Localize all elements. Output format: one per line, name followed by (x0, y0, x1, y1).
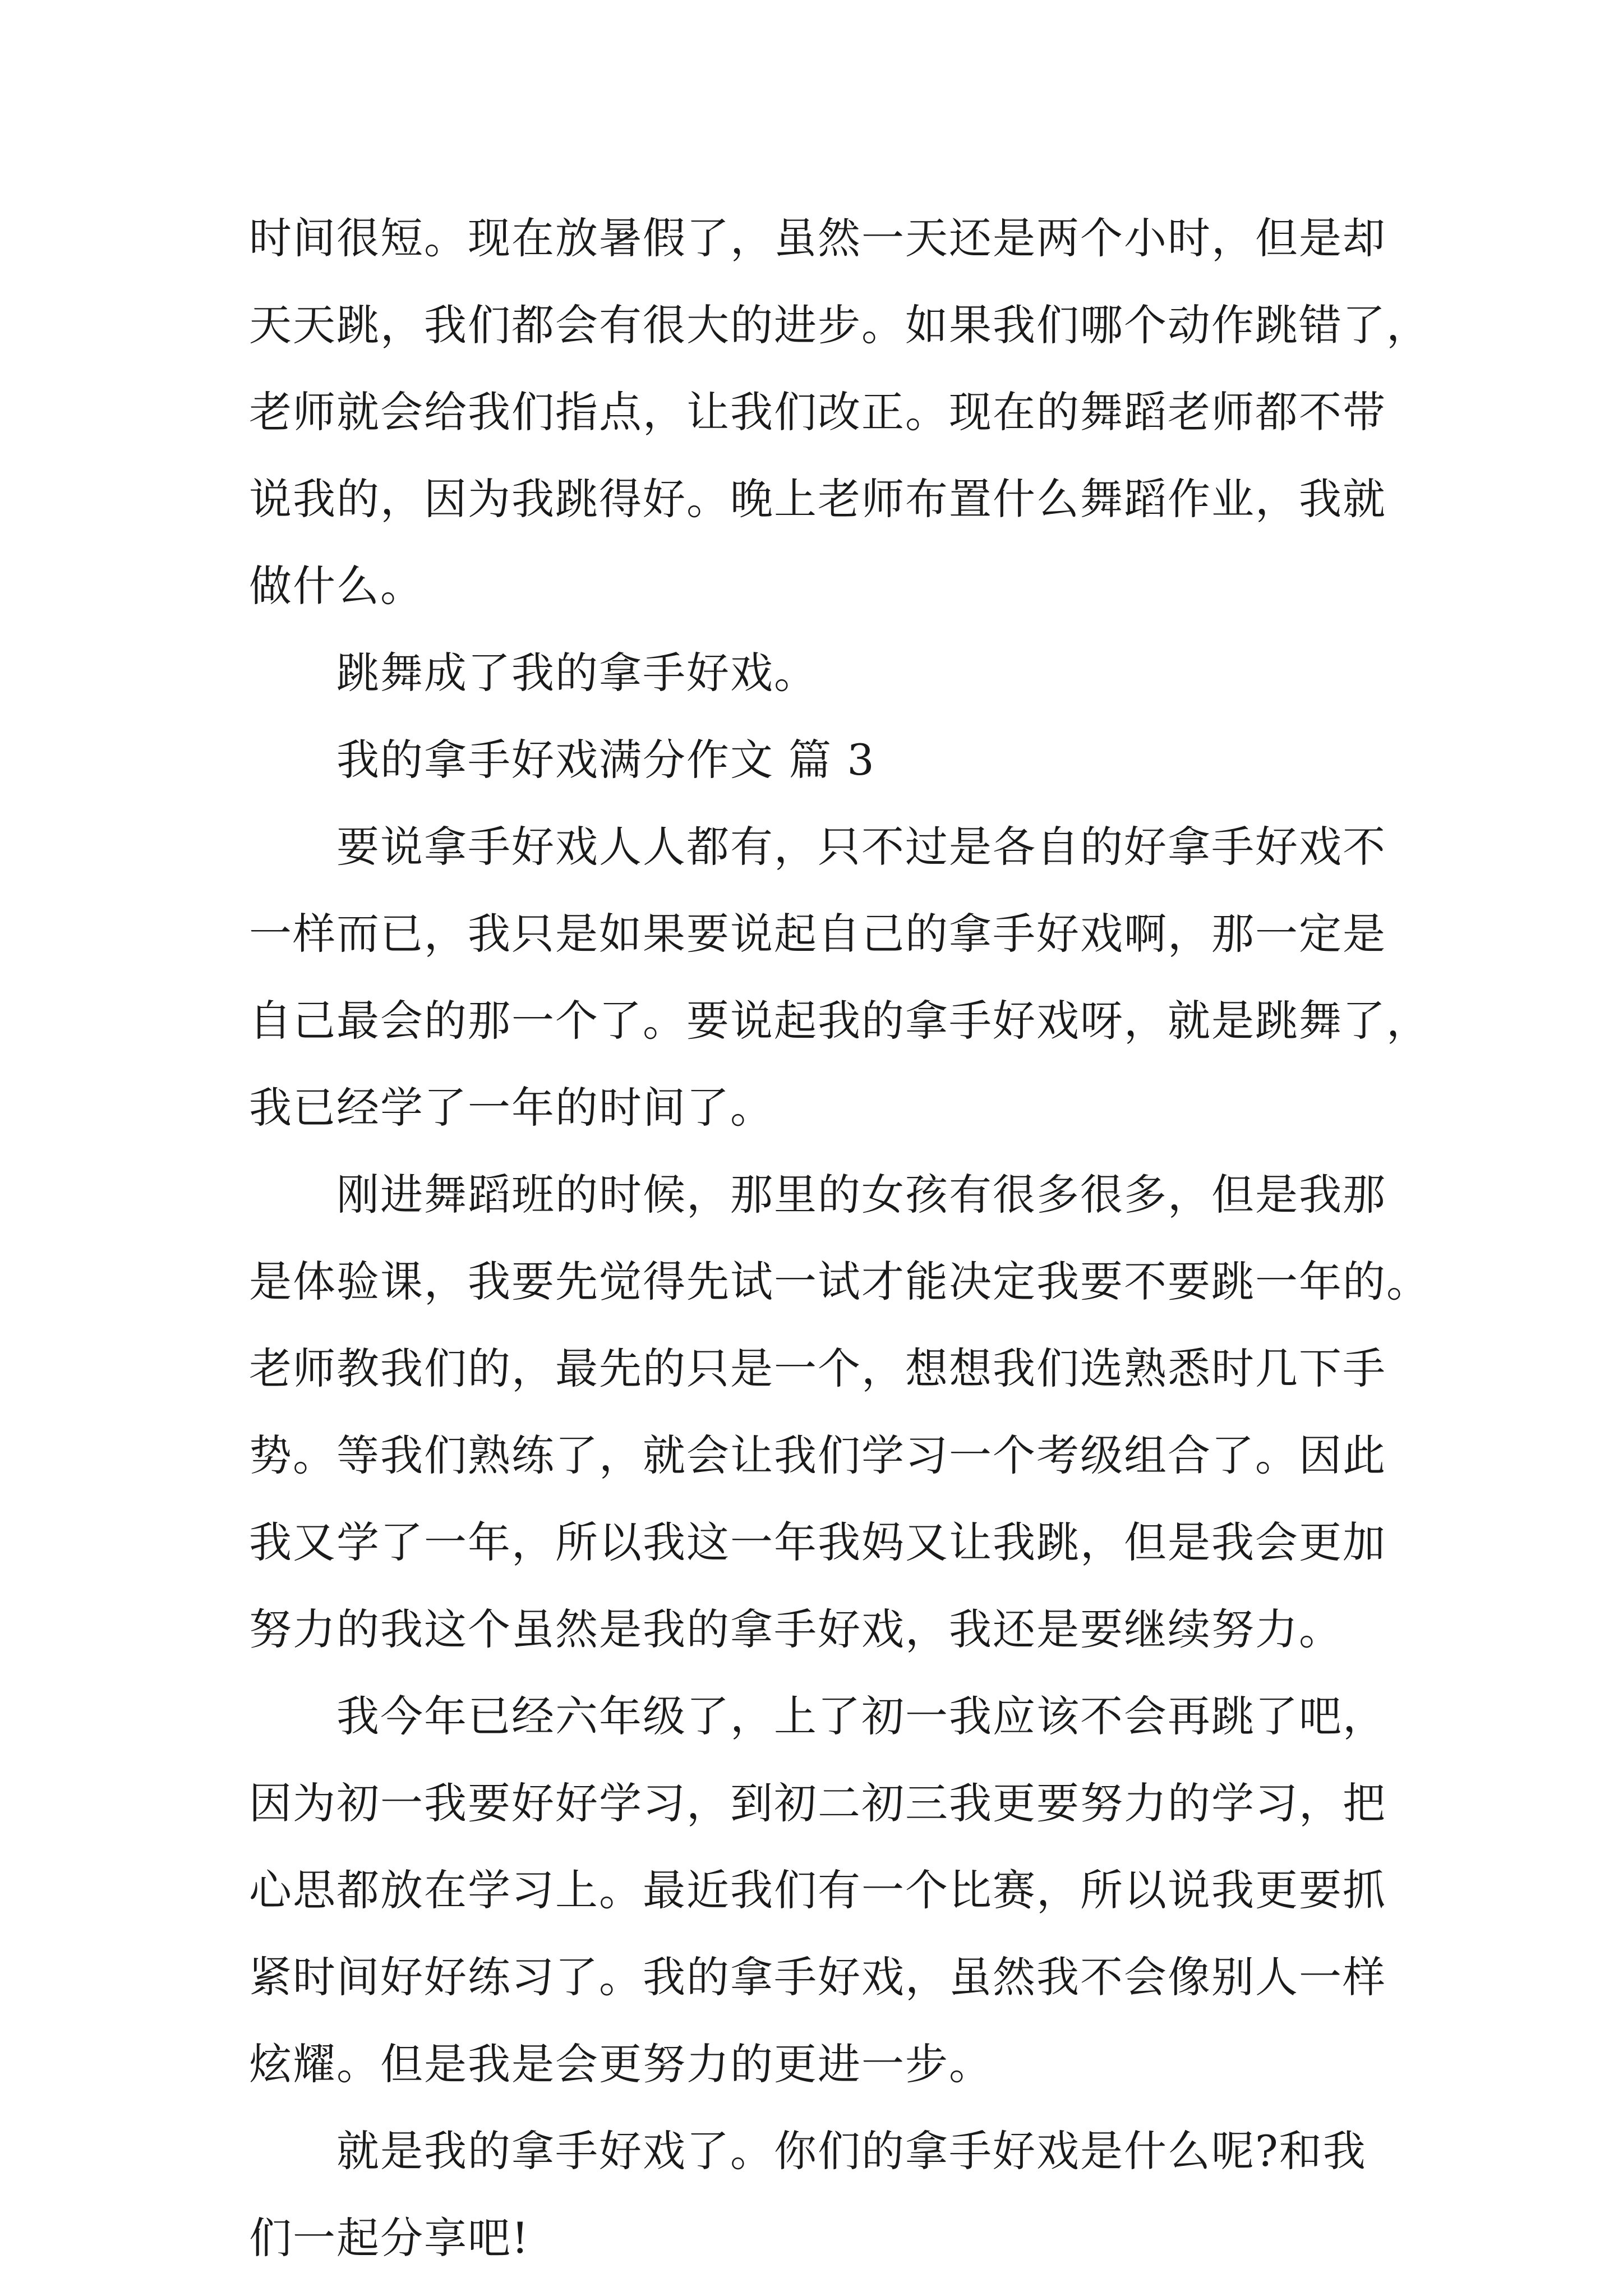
text-line: 刚进舞蹈班的时候，那里的女孩有很多很多，但是我那 (336, 1170, 1386, 1220)
text-line: 时间很短。现在放暑假了，虽然一天还是两个小时，但是却 (249, 213, 1386, 263)
text-line: 努力的我这个虽然是我的拿手好戏，我还是要继续努力。 (249, 1604, 1343, 1654)
text-line: 因为初一我要好好学习，到初二初三我更要努力的学习，把 (249, 1778, 1386, 1828)
text-line: 一样而已，我只是如果要说起自己的拿手好戏啊，那一定是 (249, 909, 1386, 959)
text-line: 炫耀。但是我是会更努力的更进一步。 (249, 2039, 993, 2089)
text-line: 是体验课，我要先觉得先试一试才能决定我要不要跳一年的。 (249, 1257, 1430, 1306)
text-line: 就是我的拿手好戏了。你们的拿手好戏是什么呢?和我 (336, 2126, 1367, 2176)
text-line: 我今年已经六年级了，上了初一我应该不会再跳了吧， (336, 1691, 1386, 1741)
text-line: 我又学了一年，所以我这一年我妈又让我跳，但是我会更加 (249, 1517, 1386, 1567)
text-line: 老师教我们的，最先的只是一个，想想我们选熟悉时几下手 (249, 1343, 1386, 1393)
text-line: 老师就会给我们指点，让我们改正。现在的舞蹈老师都不带 (249, 387, 1386, 437)
text-line: 做什么。 (249, 561, 424, 611)
text-line: 要说拿手好戏人人都有，只不过是各自的好拿手好戏不 (336, 822, 1386, 872)
text-line: 们一起分享吧! (249, 2213, 530, 2263)
text-line: 心思都放在学习上。最近我们有一个比赛，所以说我更要抓 (249, 1865, 1386, 1915)
text-line: 天天跳，我们都会有很大的进步。如果我们哪个动作跳错了， (249, 300, 1430, 350)
text-line: 势。等我们熟练了，就会让我们学习一个考级组合了。因此 (249, 1430, 1386, 1480)
text-line: 跳舞成了我的拿手好戏。 (336, 648, 818, 698)
text-line: 自己最会的那一个了。要说起我的拿手好戏呀，就是跳舞了， (249, 996, 1430, 1046)
text-line: 紧时间好好练习了。我的拿手好戏，虽然我不会像别人一样 (249, 1952, 1386, 2002)
section-heading: 我的拿手好戏满分作文 篇 3 (336, 735, 875, 785)
text-line: 我已经学了一年的时间了。 (249, 1083, 774, 1133)
text-line: 说我的，因为我跳得好。晚上老师布置什么舞蹈作业，我就 (249, 474, 1386, 524)
